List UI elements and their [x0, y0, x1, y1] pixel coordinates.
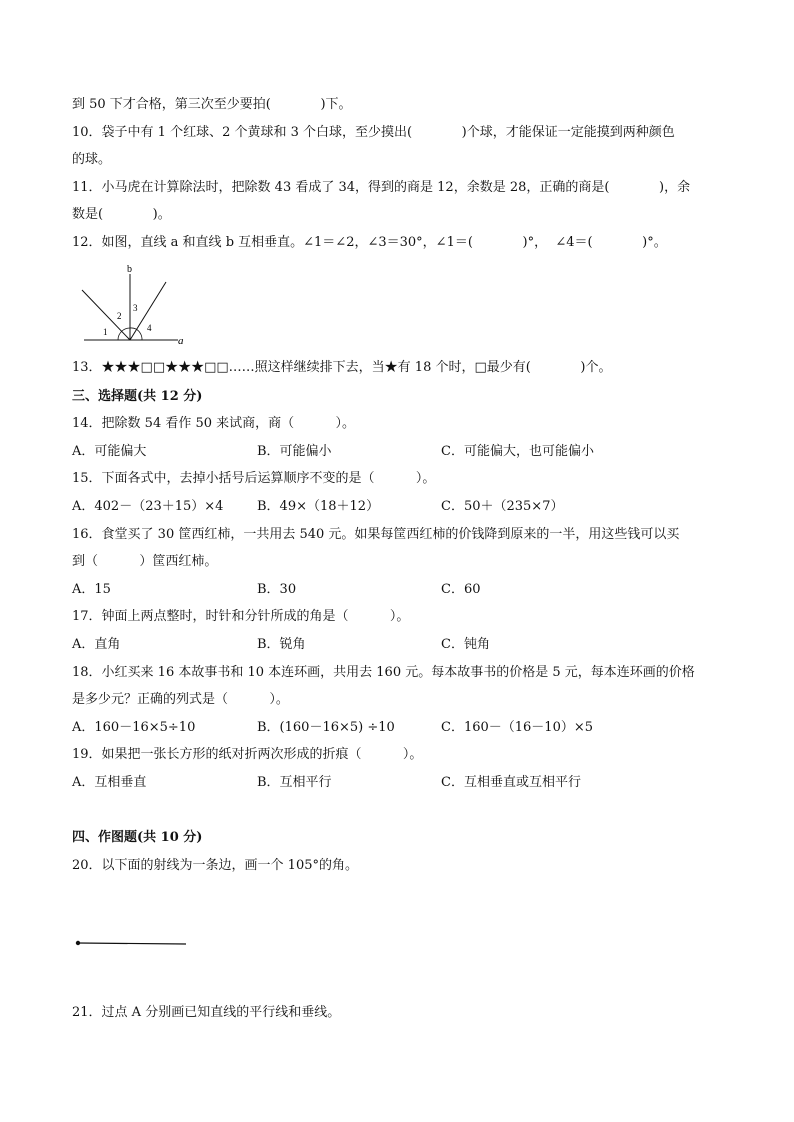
label-b: b	[127, 264, 132, 275]
q19-option-b: B．互相平行	[257, 775, 332, 790]
q17-option-c: C．钝角	[441, 637, 490, 652]
q18-option-b: B．(160－16×5) ÷10	[257, 720, 395, 735]
q18-option-c: C．160－（16－10）×5	[441, 720, 594, 735]
angle-label-2: 2	[117, 311, 122, 321]
q16-line1: 16．食堂买了 30 筐西红柿，一共用去 540 元。如果每筐西红柿的价钱降到原来的一半，用这些钱可以买	[72, 527, 680, 542]
q14-option-c: C．可能偏大，也可能偏小	[441, 444, 594, 459]
q9-continuation: 到 50 下才合格，第三次至少要拍( )下。	[72, 97, 352, 112]
q16-option-c: C．60	[441, 582, 481, 597]
q18-line1: 18．小红买来 16 本故事书和 10 本连环画，共用去 160 元。每本故事书的价格是 5 元，每本连环画的价格	[72, 665, 695, 680]
q21-text: 21．过点 A 分别画已知直线的平行线和垂线。	[72, 1005, 341, 1020]
q14-text: 14．把除数 54 看作 50 来试商，商（ ）。	[72, 416, 355, 431]
q12-text: 12．如图，直线 a 和直线 b 互相垂直。∠1＝∠2，∠3＝30°，∠1＝( )°， ∠4＝( )°。	[72, 235, 667, 250]
q10-line1: 10．袋子中有 1 个红球、2 个黄球和 3 个白球，至少摸出( )个球，才能保证一定能摸到两种颜色	[72, 125, 675, 140]
q11-line2: 数是( )。	[72, 207, 171, 222]
angle-label-4: 4	[147, 323, 152, 333]
angle-label-1: 1	[103, 327, 108, 337]
q19-text: 19．如果把一张长方形的纸对折两次形成的折痕（ ）。	[72, 747, 423, 762]
q18-option-a: A．160－16×5÷10	[72, 720, 196, 735]
q17-option-b: B．锐角	[257, 637, 306, 652]
q10-line2: 的球。	[72, 152, 112, 167]
q14-option-b: B．可能偏小	[257, 444, 332, 459]
section-4-heading: 四、作图题(共 10 分)	[72, 830, 203, 845]
q19-option-a: A．互相垂直	[72, 775, 147, 790]
q20-text: 20．以下面的射线为一条边，画一个 105°的角。	[72, 858, 358, 873]
q19-option-c: C．互相垂直或互相平行	[441, 775, 581, 790]
q15-text: 15．下面各式中，去掉小括号后运算顺序不变的是（ ）。	[72, 471, 436, 486]
q16-line2: 到（ ）筐西红柿。	[72, 554, 218, 569]
q17-option-a: A．直角	[72, 637, 121, 652]
q16-option-a: A．15	[72, 582, 111, 597]
q11-line1: 11．小马虎在计算除法时，把除数 43 看成了 34，得到的商是 12，余数是 28，正确的商是( )，余	[72, 180, 691, 195]
q15-option-a: A．402－（23＋15）×4	[72, 499, 224, 514]
q15-option-c: C．50＋（235×7）	[441, 499, 564, 514]
q13-text: 13．★★★□□★★★□□……照这样继续排下去，当★有 18 个时，□最少有( )个。	[72, 360, 612, 375]
label-a: a	[178, 335, 184, 347]
q14-option-a: A．可能偏大	[72, 444, 147, 459]
angle-figure	[78, 262, 198, 352]
ray-figure	[74, 937, 194, 949]
angle-label-3: 3	[133, 303, 138, 313]
q15-option-b: B．49×（18＋12）	[257, 499, 380, 514]
q16-option-b: B．30	[257, 582, 297, 597]
section-3-heading: 三、选择题(共 12 分)	[72, 389, 203, 404]
q18-line2: 是多少元？正确的列式是（ ）。	[72, 692, 289, 707]
q17-text: 17．钟面上两点整时，时针和分针所成的角是（ ）。	[72, 609, 410, 624]
